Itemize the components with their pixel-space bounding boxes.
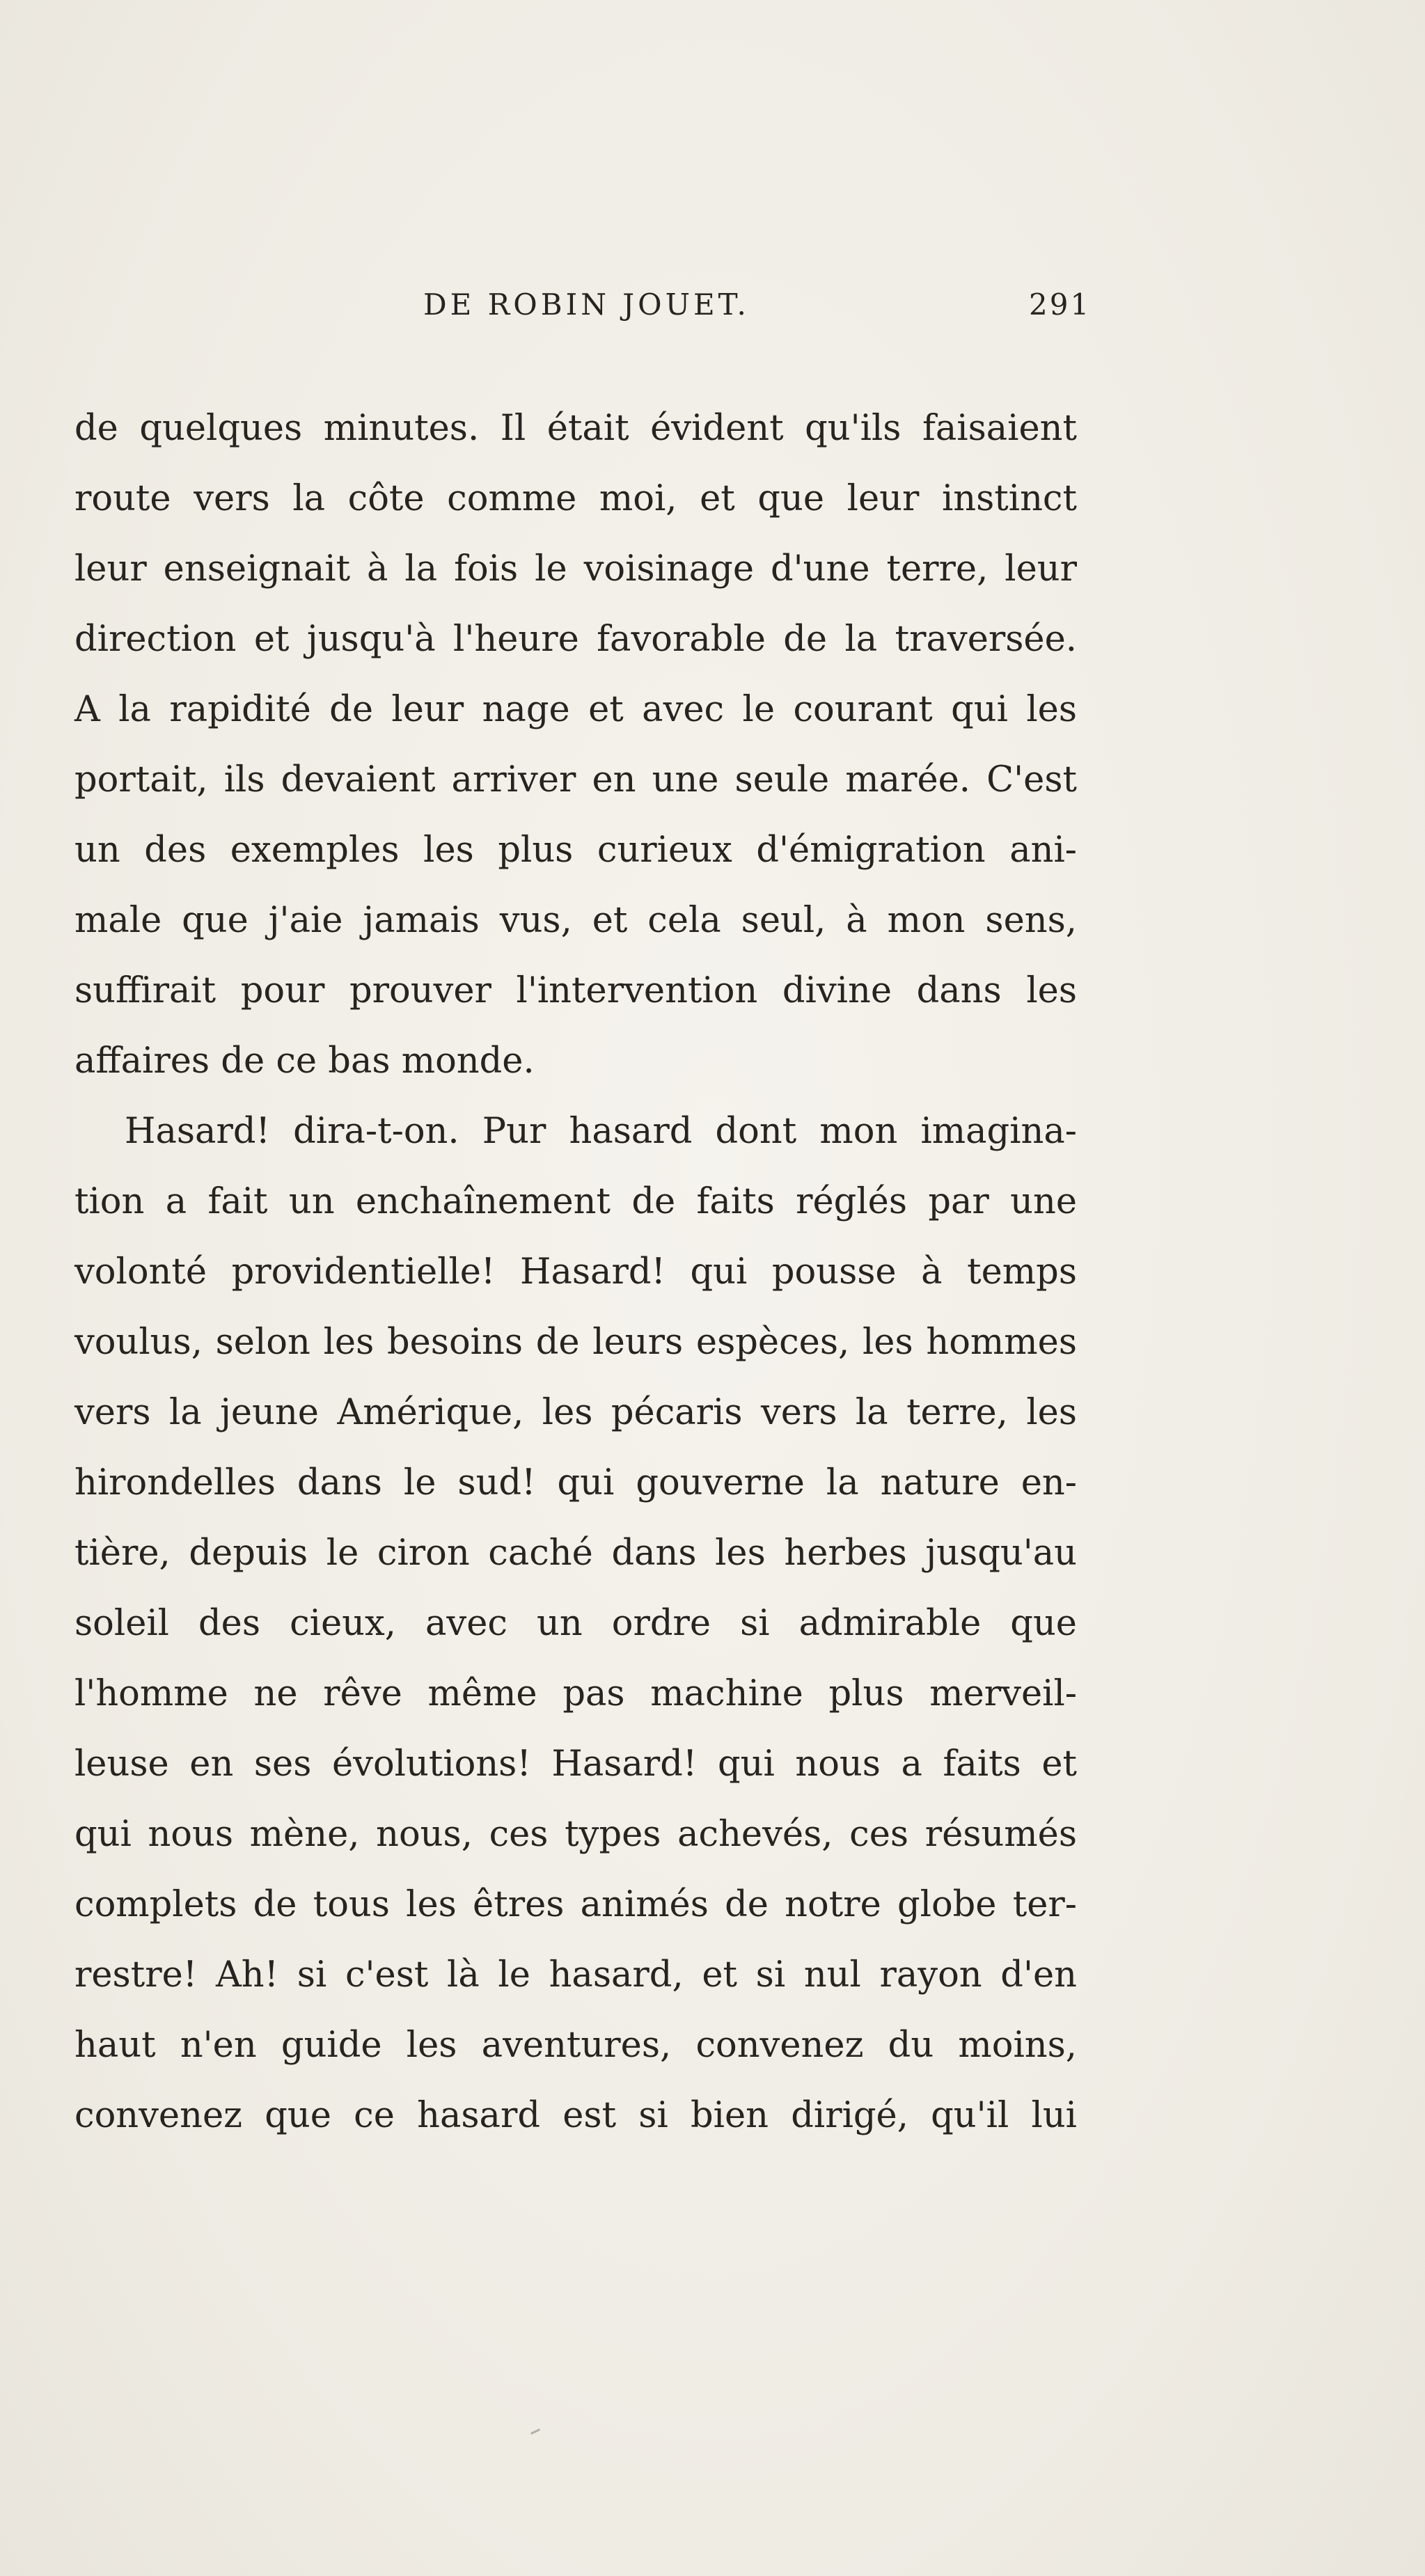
- text-line: A la rapidité de leur nage et avec le courant qui les: [74, 689, 1077, 730]
- text-line: complets de tous les êtres animés de notre globe ter-: [74, 1884, 1077, 1925]
- text-line: convenez que ce hasard est si bien dirigé, qu'il lui: [74, 2095, 1077, 2136]
- paper-speck: [530, 2428, 540, 2435]
- text-line: haut n'en guide les aventures, convenez du moins,: [74, 2025, 1077, 2066]
- text-line: suffirait pour prouver l'intervention divine dans les: [74, 970, 1077, 1011]
- text-line-paragraph-start: Hasard! dira-t-on. Pur hasard dont mon imagina-: [125, 1111, 1077, 1152]
- text-line: leuse en ses évolutions! Hasard! qui nous a faits et: [74, 1744, 1077, 1785]
- text-line: tion a fait un enchaînement de faits réglés par une: [74, 1181, 1077, 1222]
- text-line: l'homme ne rêve même pas machine plus merveil-: [74, 1673, 1077, 1714]
- running-title: DE ROBIN JOUET.: [423, 287, 750, 322]
- text-line: un des exemples les plus curieux d'émigration ani-: [74, 830, 1077, 871]
- text-line: voulus, selon les besoins de leurs espèces, les hommes: [74, 1322, 1077, 1363]
- text-line: restre! Ah! si c'est là le hasard, et si nul rayon d'en: [74, 1954, 1077, 1996]
- text-line: qui nous mène, nous, ces types achevés, ces résumés: [74, 1814, 1077, 1855]
- text-line: leur enseignait à la fois le voisinage d'une terre, leur: [74, 548, 1077, 590]
- text-line: male que j'aie jamais vus, et cela seul, à mon sens,: [74, 900, 1077, 941]
- running-head: [0, 284, 1425, 326]
- text-line-paragraph-end: affaires de ce bas monde.: [74, 1041, 535, 1082]
- text-line: vers la jeune Amérique, les pécaris vers la terre, les: [74, 1392, 1077, 1433]
- text-line: hirondelles dans le sud! qui gouverne la nature en-: [74, 1462, 1077, 1503]
- body-text: [74, 393, 1077, 2151]
- text-line: direction et jusqu'à l'heure favorable de la traversée.: [74, 619, 1077, 660]
- text-line: route vers la côte comme moi, et que leur instinct: [74, 478, 1077, 519]
- text-line: tière, depuis le ciron caché dans les herbes jusqu'au: [74, 1533, 1077, 1574]
- text-line: soleil des cieux, avec un ordre si admirable que: [74, 1603, 1077, 1644]
- text-line: de quelques minutes. Il était évident qu'ils faisaient: [74, 408, 1077, 449]
- page-number: 291: [1029, 287, 1092, 322]
- text-line: portait, ils devaient arriver en une seule marée. C'est: [74, 759, 1077, 800]
- text-line: volonté providentielle! Hasard! qui pousse à temps: [74, 1251, 1077, 1293]
